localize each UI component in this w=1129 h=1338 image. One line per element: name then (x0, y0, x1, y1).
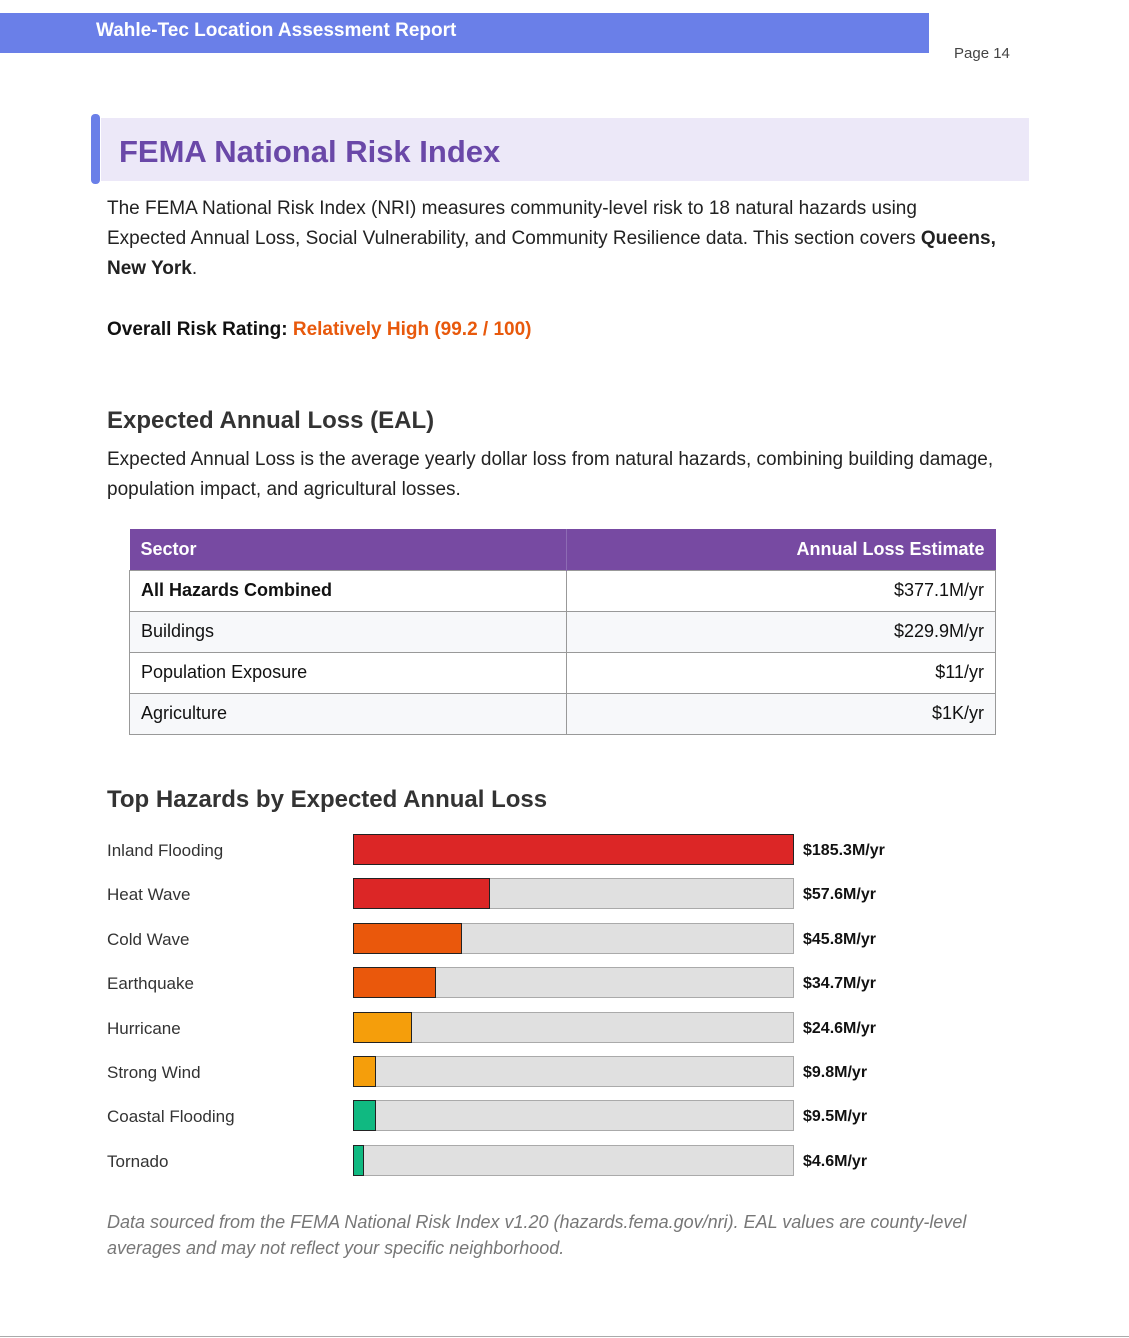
report-header-bar (0, 13, 929, 53)
hazard-bar-track (353, 1012, 794, 1043)
hazard-bar-track (353, 967, 794, 998)
hazard-value-label: $34.7M/yr (803, 975, 876, 992)
hazard-bar-chart (107, 834, 1007, 1179)
sector-cell: All Hazards Combined (130, 570, 567, 611)
hazard-label: Coastal Flooding (107, 1107, 235, 1126)
sector-cell: Buildings (130, 611, 567, 652)
section-intro (107, 194, 997, 284)
loss-cell: $229.9M/yr (566, 611, 995, 652)
hazard-label: Tornado (107, 1152, 169, 1171)
table-row (130, 570, 996, 611)
banner-accent-bar (91, 114, 100, 184)
intro-text: The FEMA National Risk Index (NRI) measures community-level risk to 18 natural hazards using Expected Annual Loss, Social Vulnerability, and Community Resilience data. This section covers (107, 198, 921, 249)
hazard-bar (353, 834, 794, 865)
hazard-value-label: $9.5M/yr (803, 1108, 868, 1125)
hazard-row (107, 923, 1007, 954)
sector-cell: Population Exposure (130, 652, 567, 693)
intro-end: . (191, 258, 198, 279)
table-row (130, 693, 996, 734)
hazard-label: Hurricane (107, 1019, 181, 1038)
hazard-label: Strong Wind (107, 1063, 201, 1082)
hazard-bar (353, 1100, 376, 1131)
bottom-divider (0, 1336, 1129, 1337)
eal-heading: Expected Annual Loss (EAL) (107, 407, 435, 434)
hazard-row (107, 967, 1007, 998)
sector-cell: Agriculture (130, 693, 567, 734)
section-title: FEMA National Risk Index (119, 134, 501, 169)
hazard-value-label: $9.8M/yr (803, 1064, 868, 1081)
hazard-bar (353, 1056, 376, 1087)
column-header-annual-loss: Annual Loss Estimate (566, 529, 995, 570)
hazard-label: Heat Wave (107, 885, 191, 904)
hazard-bar (353, 1012, 412, 1043)
risk-value: Relatively High (99.2 / 100) (292, 319, 532, 340)
hazard-row (107, 1056, 1007, 1087)
page-number: Page 14 (954, 45, 1010, 62)
hazard-bar (353, 878, 490, 909)
hazard-bar (353, 1145, 364, 1176)
loss-cell: $11/yr (566, 652, 995, 693)
hazard-label: Earthquake (107, 974, 194, 993)
hazard-bar-track (353, 1056, 794, 1087)
table-row (130, 611, 996, 652)
hazard-value-label: $4.6M/yr (803, 1153, 868, 1170)
hazard-bar (353, 923, 462, 954)
hazard-bar-track (353, 1145, 794, 1176)
column-header-sector: Sector (130, 529, 567, 570)
hazard-label: Cold Wave (107, 930, 190, 949)
hazard-row (107, 1145, 1007, 1176)
hazard-bar-track (353, 923, 794, 954)
hazard-bar-track (353, 834, 794, 865)
data-source-footnote: Data sourced from the FEMA National Risk Index v1.20 (hazards.fema.gov/nri). EAL values are county-level averages and may not reflect your specific neighborhood. (107, 1212, 967, 1258)
hazard-label: Inland Flooding (107, 841, 224, 860)
loss-cell: $1K/yr (566, 693, 995, 734)
hazard-row (107, 834, 1007, 865)
hazard-row (107, 1012, 1007, 1043)
hazard-value-label: $57.6M/yr (803, 886, 876, 903)
hazard-value-label: $24.6M/yr (803, 1020, 876, 1037)
report-title: Wahle-Tec Location Assessment Report (96, 20, 457, 41)
table-header-row (130, 529, 996, 570)
hazard-bar-track (353, 878, 794, 909)
loss-cell: $377.1M/yr (566, 570, 995, 611)
hazard-bar (353, 967, 436, 998)
hazard-value-label: $185.3M/yr (803, 842, 885, 859)
eal-table (129, 529, 996, 735)
hazard-value-label: $45.8M/yr (803, 931, 876, 948)
eal-description: Expected Annual Loss is the average yearly dollar loss from natural hazards, combining building damage, population impact, and agricultural losses. (107, 449, 994, 500)
hazard-bar-track (353, 1100, 794, 1131)
section-banner (91, 114, 1029, 184)
intro-location: Queens, New York (107, 228, 996, 279)
hazards-heading: Top Hazards by Expected Annual Loss (107, 786, 548, 813)
overall-risk-rating (107, 319, 532, 341)
hazard-row (107, 878, 1007, 909)
table-row (130, 652, 996, 693)
risk-label: Overall Risk Rating: (107, 319, 293, 340)
hazard-row (107, 1100, 1007, 1131)
